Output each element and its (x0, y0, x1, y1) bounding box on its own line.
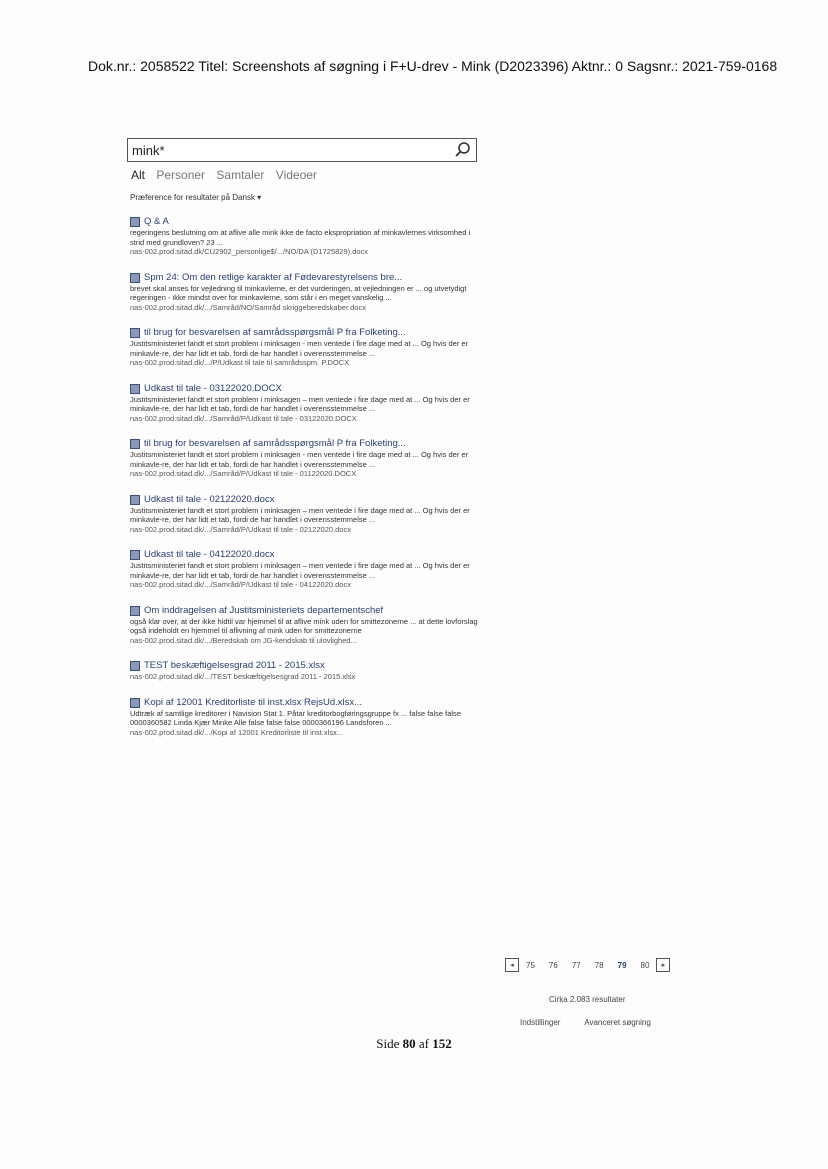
result-snippet: Udtræk af samtlige kreditorer i Navision Stat 1. Påtar kreditorbogføringsgruppe fx ... false false false 0000360582 Linda Kjær Minke Alle false false false 0000366196 Landsforen ... (130, 708, 461, 727)
document-icon (130, 328, 140, 338)
result-url: nas-002.prod.sitad.dk/.../Samråd/NO/Samråd skriggeberedskaber.docx (130, 302, 366, 312)
result-title[interactable]: til brug for besvarelsen af samrådsspørgsmål P fra Folketing... (130, 327, 485, 339)
page-link[interactable]: 80 (640, 960, 650, 970)
result-snippet: Justitsministeriet fandt et stort problem i minksagen – men ventede i fire dage med at ... Og hvis der er minkavle-re, der har lidt et tab, fordi de har handlet i overensstemmelse ... (130, 561, 470, 580)
tab-all[interactable]: Alt (131, 168, 146, 182)
document-header: Dok.nr.: 2058522 Titel: Screenshots af søgning i F+U-drev - Mink (D2023396) Aktnr.: 0 Sagsnr.: 2021-759-0168 (88, 58, 778, 74)
result-item (130, 327, 485, 368)
page-total: 152 (432, 1036, 452, 1051)
result-item (130, 494, 485, 535)
result-snippet: Justitsministeriet fandt et stort problem i minksagen – men ventede i fire dage med at ... Og hvis der er minkavle-re, der har lidt et tab, fordi de har handlet i overensstemmelse ... (130, 505, 470, 524)
spreadsheet-icon (130, 661, 140, 671)
advanced-search-link[interactable]: Avanceret søgning (584, 1018, 651, 1027)
language-preference[interactable]: Præference for resultater på Dansk ▾ (130, 193, 262, 202)
document-icon (130, 273, 140, 283)
page-link[interactable]: 77 (571, 960, 581, 970)
document-icon (130, 439, 140, 449)
results-list (130, 216, 485, 752)
current-page: 79 (617, 960, 627, 970)
result-url: nas-002.prod.sitad.dk/.../Beredskab om JG-kendskab til ulovlighed... (130, 635, 357, 645)
result-url: nas-002.prod.sitad.dk/.../Samråd/P/Udkast til tale - 03122020.DOCX (130, 413, 357, 423)
pagination (505, 958, 670, 972)
result-snippet: brevet skal anses for vejledning til minkavlerne, er det vurderingen, at vejledningen er ... og utvetydigt regeringen - ikke mindst over for minkavlerne, som står i en meget vanskelig ... (130, 283, 467, 302)
result-snippet: Justitsministeriet fandt et stort problem i minksagen - men ventede i fire dage med at ... Og hvis der er minkavle-re, der har lidt et tab, fordi de har handlet i overensstemmelse ... (130, 450, 469, 469)
result-item (130, 549, 485, 590)
footer-links (520, 1018, 673, 1027)
result-url: nas-002.prod.sitad.dk/.../TEST beskæftigelsesgrad 2011 - 2015.xlsx (130, 672, 356, 681)
result-snippet: Justitsministeriet fandt et stort problem i minksagen - men ventede i fire dage med at ... Og hvis der er minkavle-re, der har lidt et tab, fordi de har handlet i overensstemmelse ... (130, 339, 469, 358)
page-link[interactable]: 78 (594, 960, 604, 970)
result-item (130, 216, 485, 257)
result-title[interactable]: Spm 24: Om den retlige karakter af Fødevarestyrelsens bre... (130, 272, 485, 284)
tab-people[interactable]: Personer (156, 168, 206, 182)
document-icon (130, 550, 140, 560)
prev-page-button[interactable]: ◂ (505, 958, 519, 972)
result-item (130, 605, 485, 646)
result-snippet: også klar over, at der ikke hidtil var hjemmel til at aflive mink uden for smittezonerne ... at dette lovforslag også indeholdt en hjemmel til aflivning af mink uden for smittezonerne (130, 616, 478, 635)
result-title[interactable]: Udkast til tale - 02122020.docx (130, 494, 485, 506)
tab-conversations[interactable]: Samtaler (216, 168, 265, 182)
search-box[interactable] (127, 138, 477, 162)
result-title[interactable]: Udkast til tale - 04122020.docx (130, 549, 485, 561)
result-item (130, 697, 485, 738)
document-icon (130, 495, 140, 505)
result-url: nas-002.prod.sitad.dk/.../P/Udkast til tale til samrådsspm. P.DOCX (130, 358, 350, 367)
result-item (130, 272, 485, 313)
page-link[interactable]: 75 (526, 960, 535, 970)
search-tabs (131, 168, 325, 182)
result-snippet: Justitsministeriet fandt et stort problem i minksagen – men ventede i fire dage med at ... Og hvis der er minkavle-re, der har lidt et tab, fordi de har handlet i overensstemmelse ... (130, 394, 470, 413)
result-title[interactable]: Kopi af 12001 Kreditorliste til inst.xlsx RejsUd.xlsx... (130, 697, 485, 709)
result-item (130, 438, 485, 479)
search-icon[interactable] (454, 141, 472, 159)
spreadsheet-icon (130, 698, 140, 708)
result-url: nas-002.prod.sitad.dk/.../Kopi af 12001 Kreditorliste til inst.xlsx... (130, 727, 344, 737)
result-title[interactable]: til brug for besvarelsen af samrådsspørgsmål P fra Folketing... (130, 438, 485, 450)
result-title[interactable]: Om inddragelsen af Justitsministeriets departementschef (130, 605, 485, 617)
result-title[interactable]: TEST beskæftigelsesgrad 2011 - 2015.xlsx (130, 660, 485, 672)
page-number: 80 (402, 1036, 416, 1051)
page-footer: Side 80 af 152 (376, 1036, 452, 1051)
search-input[interactable] (132, 140, 442, 160)
result-url: nas-002.prod.sitad.dk/.../Samråd/P/Udkast til tale - 04122020.docx (130, 580, 351, 589)
document-icon (130, 384, 140, 394)
result-title[interactable]: Q & A (130, 216, 485, 228)
document-icon (130, 217, 140, 227)
document-icon (130, 606, 140, 616)
result-url: nas-002.prod.sitad.dk/CU2902_personlige$/.../NO/DA (D1725829).docx (130, 247, 369, 256)
next-page-button[interactable]: ▸ (656, 958, 670, 972)
tab-videos[interactable]: Videoer (275, 168, 317, 182)
result-snippet: regeringens beslutning om at aflive alle mink ikke de facto ekspropriation af minkavlernes virksomhed i strid med grundloven? 23 ... (130, 228, 471, 247)
settings-link[interactable]: Indstillinger (520, 1018, 561, 1027)
result-item (130, 660, 485, 682)
result-title[interactable]: Udkast til tale - 03122020.DOCX (130, 383, 485, 395)
result-url: nas-002.prod.sitad.dk/.../Samråd/P/Udkast til tale - 02122020.docx (130, 524, 351, 534)
result-count: Cirka 2.083 resultater (549, 995, 626, 1004)
page-link[interactable]: 76 (548, 960, 558, 970)
result-item (130, 383, 485, 424)
result-url: nas-002.prod.sitad.dk/.../Samråd/P/Udkast til tale - 01122020.DOCX (130, 469, 357, 478)
